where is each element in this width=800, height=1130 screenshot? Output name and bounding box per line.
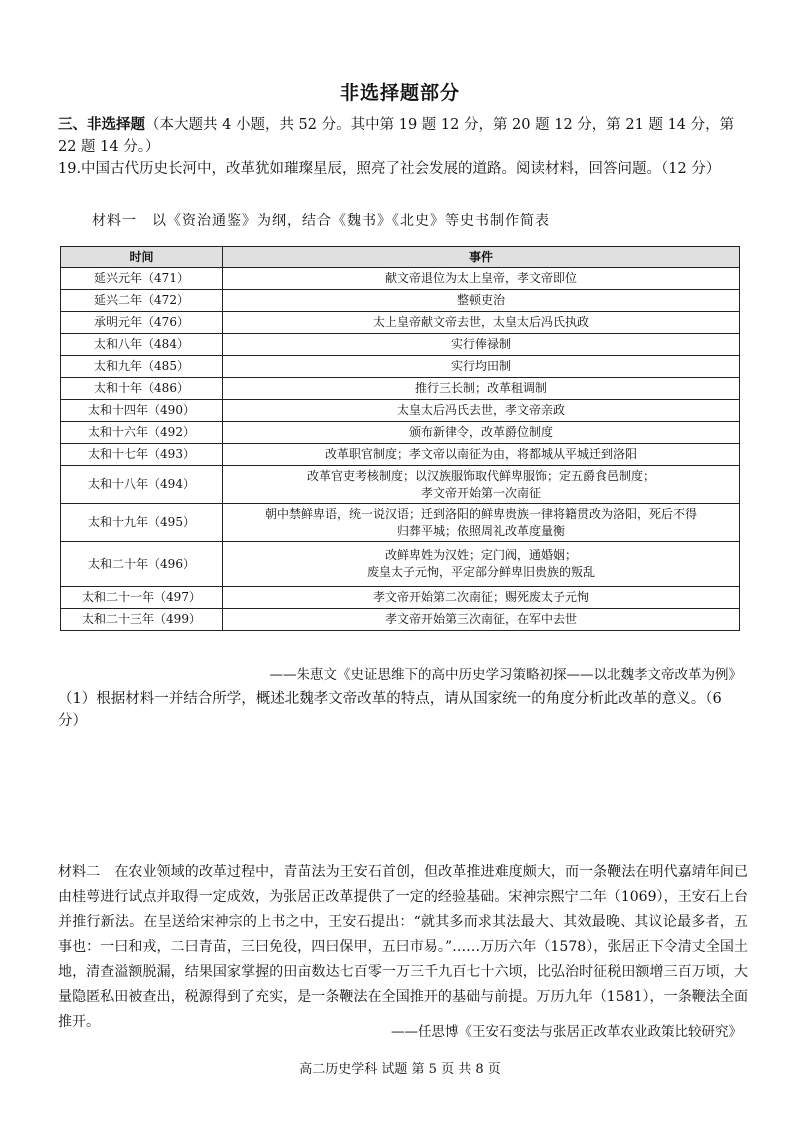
row-event: 推行三长制；改革租调制 <box>223 378 740 400</box>
table-row <box>61 504 740 542</box>
row-time: 太和九年（485） <box>61 356 223 378</box>
row-event: 改鲜卑姓为汉姓；定门阀，通婚姻； 废皇太子元恂，平定部分鲜卑旧贵族的叛乱 <box>223 542 740 587</box>
table-row <box>61 542 740 587</box>
table-row <box>61 356 740 378</box>
row-event: 整顿吏治 <box>223 290 740 312</box>
row-time: 太和十七年（493） <box>61 444 223 466</box>
section-heading: 三、非选择题 <box>58 116 145 133</box>
material-1-source: ——朱恵文《史证思维下的高中历史学习策略初探——以北魏孝文帝改革为例》 <box>269 667 742 683</box>
section-text: （本大题共 4 小题，共 52 分。其中第 19 题 12 分，第 20 题 12 分，第 21 题 14 分，第 22 题 14 分。） <box>58 117 735 155</box>
row-event: 太上皇帝献文帝去世，太皇太后冯氏执政 <box>223 312 740 334</box>
row-time: 太和十九年（495） <box>61 504 223 542</box>
page-title: 非选择题部分 <box>339 82 460 104</box>
row-event: 改革职官制度；孝文帝以南征为由，将都城从平城迁到洛阳 <box>223 444 740 466</box>
row-time: 太和八年（484） <box>61 334 223 356</box>
table-header-row <box>61 247 740 268</box>
row-event: 孝文帝开始第二次南征；赐死废太子元恂 <box>223 587 740 609</box>
row-time: 太和二十年（496） <box>61 542 223 587</box>
table-row <box>61 378 740 400</box>
row-time: 承明元年（476） <box>61 312 223 334</box>
material-2-text: 材料二 在农业领域的改革过程中，青苗法为王安石首创，但改革推进难度颇大，而一条鞭法在明代嘉靖年间已由桂萼进行试点并取得一定成效，为张居正改革提供了一定的经验基础。宋神宗熙宁二年（1069），王安石上台并推行新法。在呈送给宋神宗的上书之中，王安石提出：“就其多而求其法最大、其效最晚、其议论最多者，五事也：一曰和戎，二曰青苗，三曰免役，四曰保甲，五曰市易。”……万历六年（1578），张居正下令清丈全国土地，清查溢额脱漏，结果国家掌握的田亩数达七百零一万三千九百七十六顷，比弘治时征税田额增三百万顷，大量隐匿私田被查出，税源得到了充实，是一条鞭法在全国推开的基础与前提。万历九年（1581），一条鞭法全面推开。 <box>58 864 748 1030</box>
table-row <box>61 312 740 334</box>
row-time: 太和十八年（494） <box>61 466 223 504</box>
row-event: 改革官吏考核制度；以汉族服饰取代鲜卑服饰；定五爵食邑制度； 孝文帝开始第一次南征 <box>223 466 740 504</box>
row-time: 延兴二年（472） <box>61 290 223 312</box>
question-19: 19.中国古代历史长河中，改革犹如璀璨星辰，照亮了社会发展的道路。阅读材料，回答问题。（12 分） <box>58 161 721 177</box>
row-time: 太和十六年（492） <box>61 422 223 444</box>
table-row <box>61 334 740 356</box>
row-event: 孝文帝开始第三次南征，在军中去世 <box>223 609 740 631</box>
row-event: 朝中禁鲜卑语，统一说汉语；迁到洛阳的鲜卑贵族一律将籍贯改为洛阳，死后不得 归葬平城；依照周礼改革度量衡 <box>223 504 740 542</box>
header-event: 事件 <box>223 247 740 268</box>
table-row <box>61 290 740 312</box>
row-time: 太和二十一年（497） <box>61 587 223 609</box>
row-event: 献文帝退位为太上皇帝，孝文帝即位 <box>223 268 740 290</box>
table-row <box>61 587 740 609</box>
material-2-source: ——任思博《王安石变法与张居正改革农业政策比较研究》 <box>391 1024 742 1040</box>
row-time: 延兴元年（471） <box>61 268 223 290</box>
table-row <box>61 400 740 422</box>
subquestion-1: （1）根据材料一并结合所学，概述北魏孝文帝改革的特点，请从国家统一的角度分析此改革的意义。（6 分） <box>58 691 722 729</box>
reform-events-table <box>60 246 740 631</box>
row-event: 实行均田制 <box>223 356 740 378</box>
row-event: 太皇太后冯氏去世，孝文帝亲政 <box>223 400 740 422</box>
header-time: 时间 <box>61 247 223 268</box>
table-row <box>61 268 740 290</box>
table-row <box>61 466 740 504</box>
row-time: 太和二十三年（499） <box>61 609 223 631</box>
row-event: 颁布新律令，改革爵位制度 <box>223 422 740 444</box>
material-1-caption: 材料一 以《资治通鉴》为纲，结合《魏书》《北史》等史书制作简表 <box>92 213 550 229</box>
page-footer: 高二历史学科 试题 第 5 页 共 8 页 <box>299 1062 501 1077</box>
row-event: 实行俸禄制 <box>223 334 740 356</box>
table-row <box>61 609 740 631</box>
table-row <box>61 444 740 466</box>
row-time: 太和十年（486） <box>61 378 223 400</box>
section-instructions <box>58 114 748 158</box>
table-row <box>61 422 740 444</box>
row-time: 太和十四年（490） <box>61 400 223 422</box>
